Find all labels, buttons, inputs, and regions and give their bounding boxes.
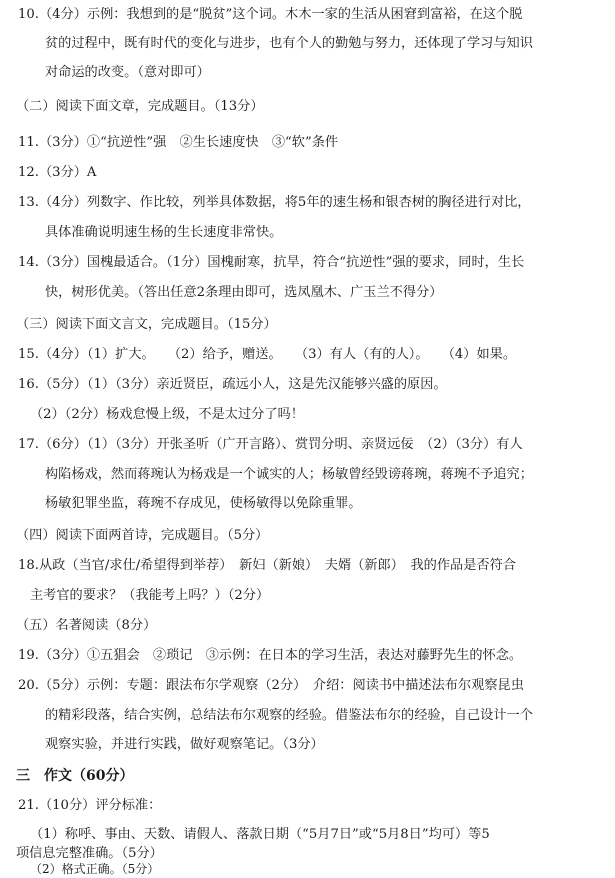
section-2-heading: （二）阅读下面文章，完成题目。（13分）	[16, 99, 264, 114]
answer-10-line-1: 10.（4分）示例：我想到的是“脱贫”这个词。木木一家的生活从困窘到富裕，在这个脱	[18, 7, 523, 22]
answer-21-criterion-2: （2）格式正确。（5分）	[30, 862, 160, 876]
answer-14-line-2: 快，树形优美。（答出任意2条理由即可，选凤凰木、广玉兰不得分）	[45, 285, 443, 300]
answer-21-heading: 21.（10分）评分标准：	[18, 798, 162, 813]
answer-16-line-2: （2）（2分）杨戏怠慢上级，不是太过分了吗！	[30, 407, 304, 422]
section-4-heading: （四）阅读下面两首诗，完成题目。（5分）	[16, 528, 269, 543]
answer-13-line-2: 具体准确说明速生杨的生长速度非常快。	[45, 225, 283, 240]
answer-18-line-1: 18.从政（当官/求仕/希望得到举荐） 新妇（新娘） 夫婿（新郎） 我的作品是否符合	[18, 558, 516, 573]
answer-10-line-3: 对命运的改变。（意对即可）	[45, 65, 210, 80]
section-3-essay-heading: 三 作文（60分）	[16, 768, 134, 784]
answer-12: 12.（3分）A	[18, 165, 97, 180]
answer-21-criterion-1-line-1: （1）称呼、事由、天数、请假人、落款日期（“5月7日”或“5月8日”均可）等5	[30, 827, 490, 842]
answer-21-criterion-1-line-2: 项信息完整准确。（5分）	[16, 846, 163, 861]
answer-14-line-1: 14.（3分）国槐最适合。（1分）国槐耐寒，抗旱，符合“抗逆性”强的要求，同时，生长	[18, 255, 525, 270]
section-3-heading: （三）阅读下面文言文，完成题目。（15分）	[16, 317, 277, 332]
answer-10-line-2: 贫的过程中，既有时代的变化与进步，也有个人的勤勉与努力，还体现了学习与知识	[45, 36, 533, 51]
answer-18-line-2: 主考官的要求？（我能考上吗？）（2分）	[30, 588, 270, 603]
answer-17-line-1: 17.（6分）（1）（3分）开张圣听（广开言路）、赏罚分明、亲贤远佞 （2）（3分）有人	[18, 437, 523, 452]
answer-20-line-2: 的精彩段落，结合实例，总结法布尔观察的经验。借鉴法布尔的经验，自己设计一个	[45, 708, 533, 723]
answer-15: 15.（4分）（1）扩大。 （2）给予，赠送。 （3）有人（有的人）。 （4）如果。	[18, 347, 517, 362]
answer-11: 11.（3分）①“抗逆性”强 ②生长速度快 ③“软”条件	[18, 135, 339, 150]
section-5-heading: （五）名著阅读（8分）	[16, 618, 157, 633]
answer-20-line-1: 20.（5分）示例：专题：跟法布尔学观察（2分） 介绍：阅读书中描述法布尔观察昆虫	[18, 678, 524, 693]
answer-19: 19.（3分）①五猖会 ②琐记 ③示例：在日本的学习生活，表达对藤野先生的怀念。	[18, 648, 523, 663]
answer-16-line-1: 16.（5分）（1）（3分）亲近贤臣，疏远小人，这是先汉能够兴盛的原因。	[18, 377, 447, 392]
answer-17-line-3: 杨敏犯罪坐监，蒋琬不存成见，使杨敏得以免除重罪。	[45, 496, 362, 511]
answer-17-line-2: 构陷杨戏，然而蒋琬认为杨戏是一个诚实的人；杨敏曾经毁谤蒋琬，蒋琬不予追究；	[45, 467, 533, 482]
answer-13-line-1: 13.（4分）列数字、作比较，列举具体数据，将5年的速生杨和银杏树的胸径进行对比，	[18, 195, 531, 210]
answer-20-line-3: 观察实验，并进行实践，做好观察笔记。（3分）	[45, 737, 324, 752]
